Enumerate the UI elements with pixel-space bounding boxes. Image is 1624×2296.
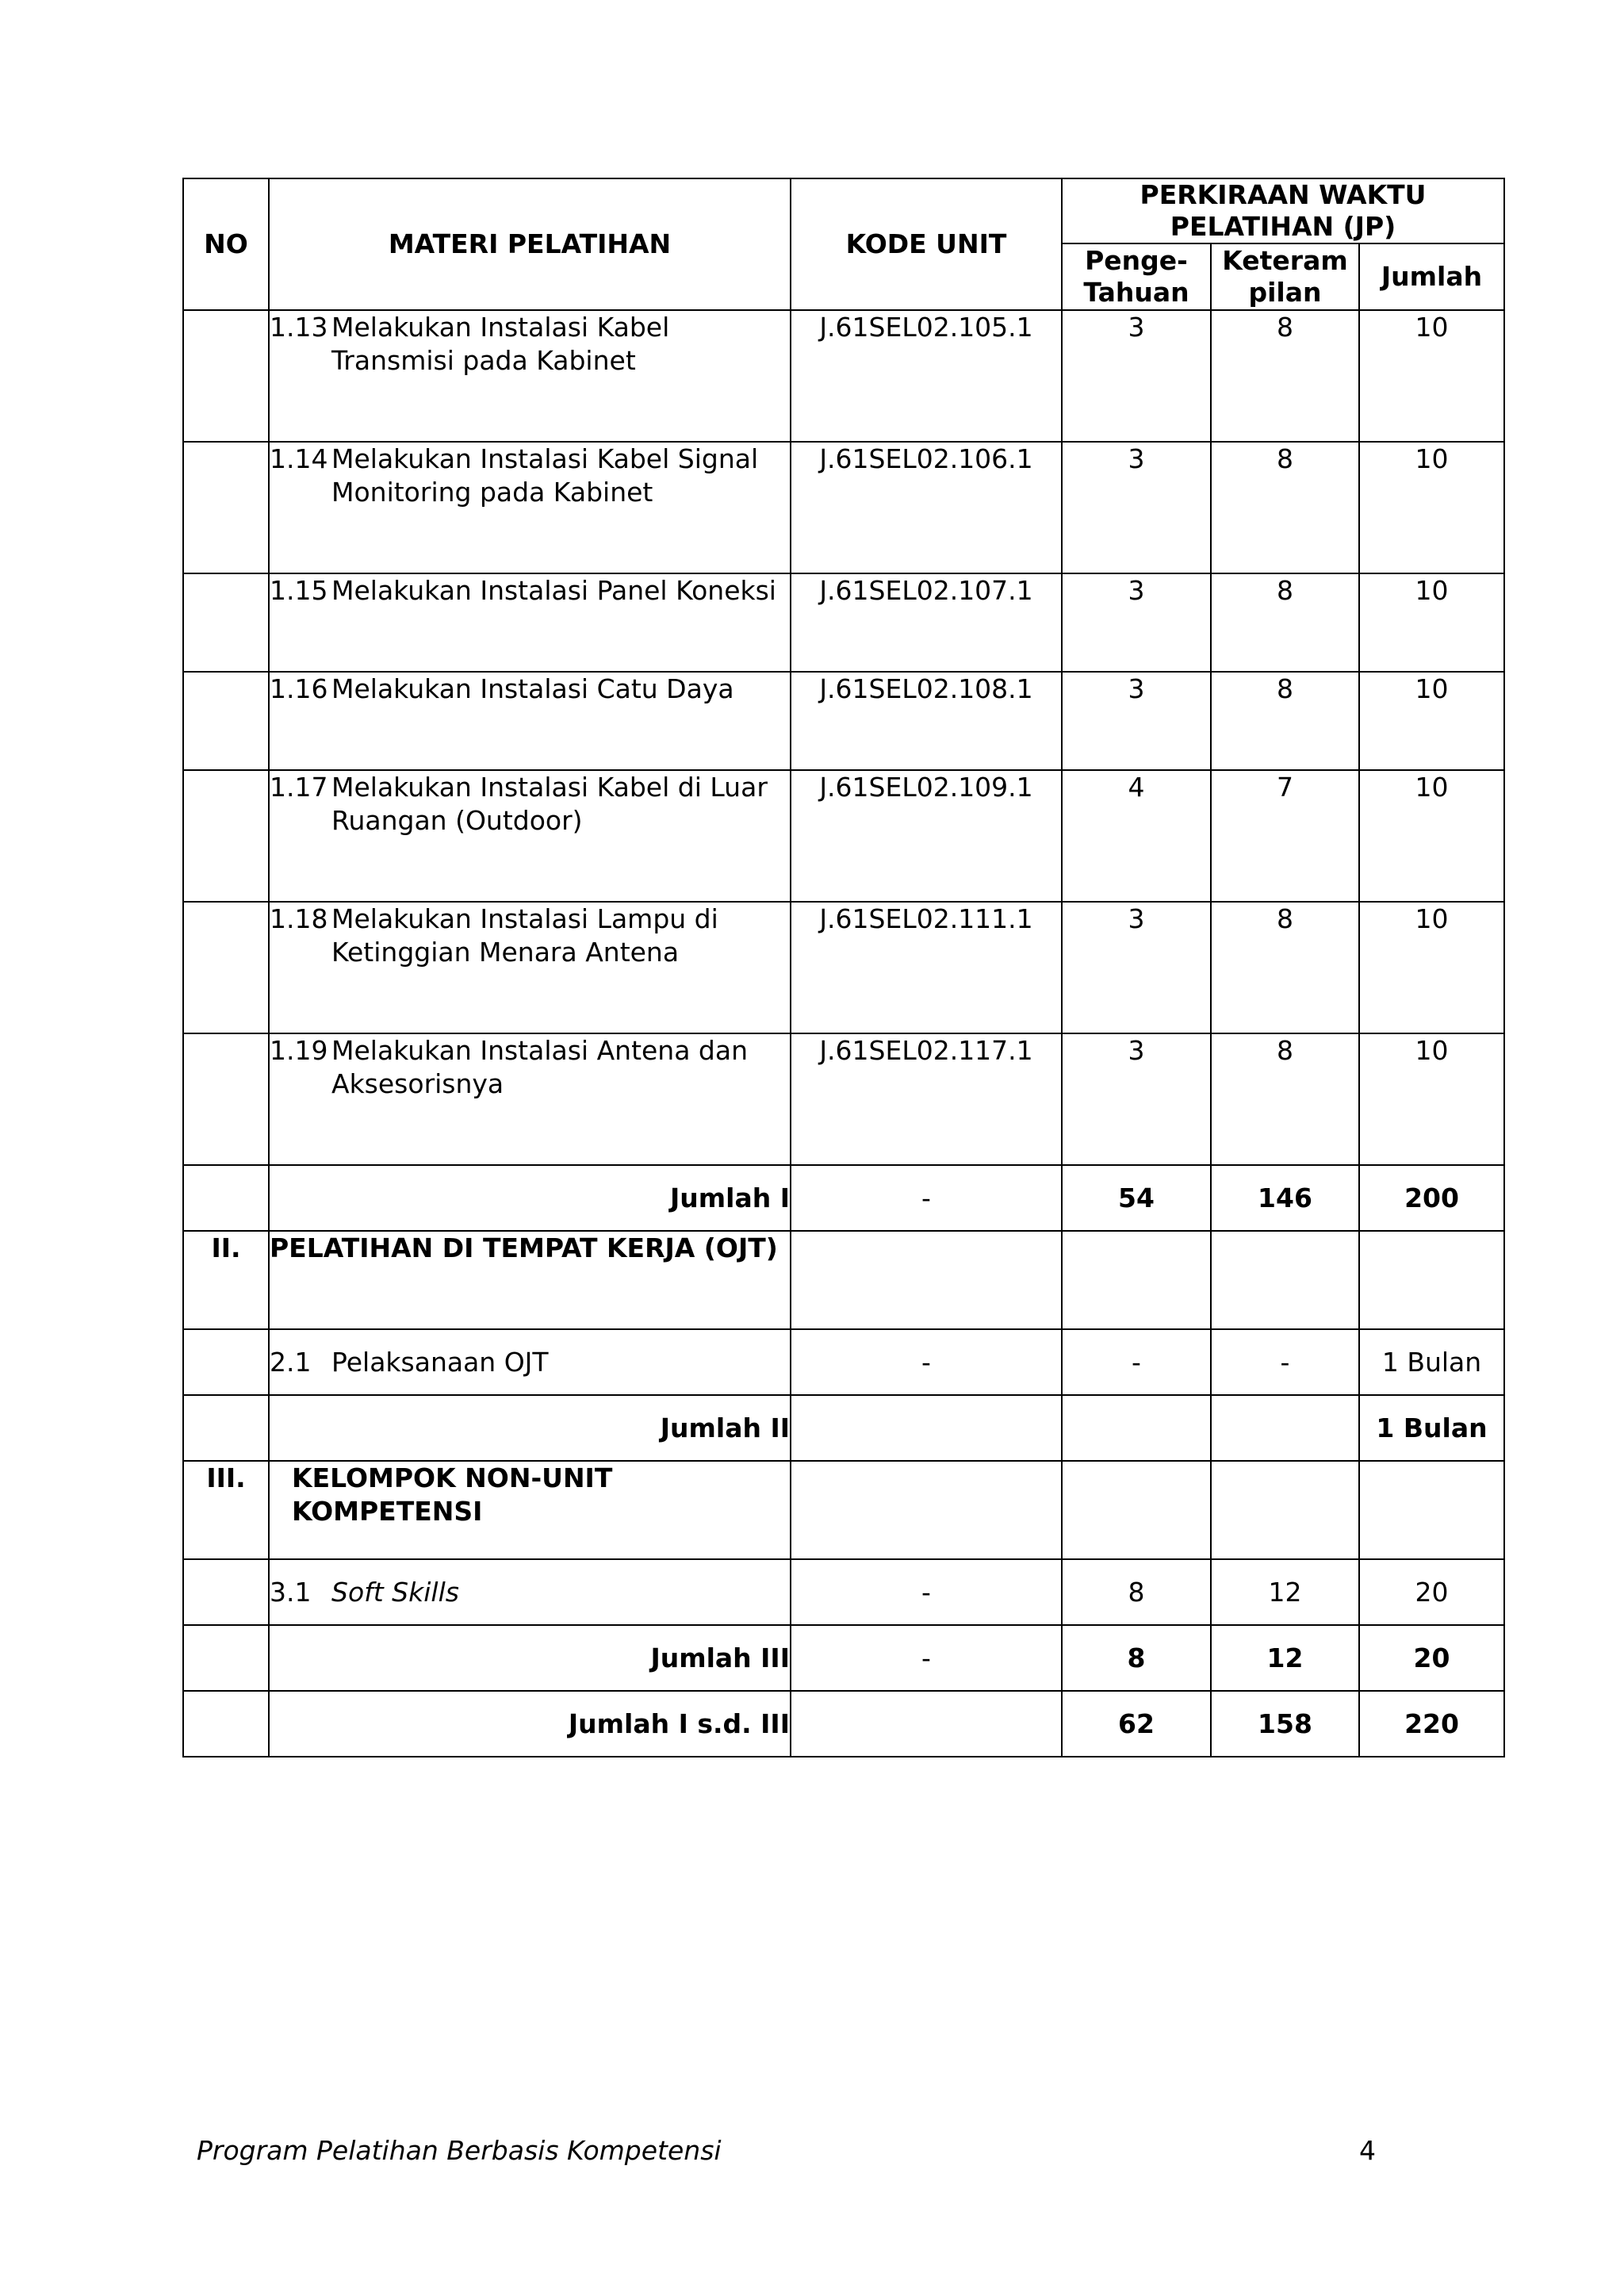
materi-cell (269, 1329, 791, 1395)
row-no (183, 770, 269, 902)
materi-cell (269, 672, 791, 770)
subtotal-jumlah: 200 (1359, 1165, 1504, 1231)
jumlah-cell: 10 (1359, 770, 1504, 902)
row-no (183, 1033, 269, 1165)
section-title: PELATIHAN DI TEMPAT KERJA (OJT) (269, 1231, 791, 1329)
kode-cell: J.61SEL02.106.1 (791, 442, 1062, 573)
row-no (183, 672, 269, 770)
item-title-cont: Monitoring pada Kabinet (331, 477, 653, 508)
table-row (183, 770, 1504, 902)
item-index: 1.16 (270, 673, 328, 704)
header-jumlah: Jumlah (1359, 243, 1504, 310)
pengetahuan-cell: 3 (1062, 573, 1211, 672)
keterampilan-cell: 8 (1211, 672, 1359, 770)
kode-cell: J.61SEL02.105.1 (791, 310, 1062, 442)
jumlah-cell: 10 (1359, 573, 1504, 672)
total-keterampilan: 158 (1211, 1691, 1359, 1757)
header-pengetahuan: Penge- Tahuan (1062, 243, 1211, 310)
table-row (183, 573, 1504, 672)
item-index: 1.19 (270, 1035, 328, 1066)
item-title: Melakukan Instalasi Kabel (331, 312, 670, 343)
section-row-3 (183, 1461, 1504, 1559)
table-row (183, 1329, 1504, 1395)
item-index: 1.15 (270, 575, 328, 606)
kode-cell: - (791, 1559, 1062, 1625)
row-no (183, 1165, 269, 1231)
row-no (183, 902, 269, 1033)
subtotal-row-3 (183, 1625, 1504, 1691)
header-kode: KODE UNIT (791, 178, 1062, 310)
item-index: 1.17 (270, 772, 328, 803)
keterampilan-cell: 12 (1211, 1559, 1359, 1625)
pengetahuan-cell: 4 (1062, 770, 1211, 902)
subtotal-label: Jumlah II (269, 1395, 791, 1461)
item-index: 3.1 (270, 1576, 312, 1608)
subtotal-jumlah: 1 Bulan (1359, 1395, 1504, 1461)
subtotal-label: Jumlah III (269, 1625, 791, 1691)
row-no (183, 310, 269, 442)
item-title: Melakukan Instalasi Kabel di Luar (331, 772, 768, 803)
item-title-cont: Ruangan (Outdoor) (331, 805, 583, 836)
jumlah-cell: 20 (1359, 1559, 1504, 1625)
keterampilan-cell: 7 (1211, 770, 1359, 902)
materi-cell (269, 902, 791, 1033)
row-no (183, 1559, 269, 1625)
item-title: Melakukan Instalasi Lampu di (331, 903, 718, 934)
materi-cell (269, 770, 791, 902)
kode-cell: J.61SEL02.107.1 (791, 573, 1062, 672)
item-title-cont: Transmisi pada Kabinet (331, 345, 636, 376)
item-title: Melakukan Instalasi Panel Koneksi (331, 575, 776, 606)
section-row-2 (183, 1231, 1504, 1329)
section-no: II. (183, 1231, 269, 1329)
table-row (183, 310, 1504, 442)
header-materi: MATERI PELATIHAN (269, 178, 791, 310)
subtotal-row-2 (183, 1395, 1504, 1461)
row-no (183, 442, 269, 573)
item-title: Pelaksanaan OJT (331, 1346, 549, 1378)
kode-cell: J.61SEL02.108.1 (791, 672, 1062, 770)
jumlah-cell: 10 (1359, 672, 1504, 770)
item-title: Melakukan Instalasi Catu Daya (331, 673, 734, 704)
pengetahuan-cell: 3 (1062, 902, 1211, 1033)
keterampilan-cell: - (1211, 1329, 1359, 1395)
kode-cell: J.61SEL02.109.1 (791, 770, 1062, 902)
materi-cell (269, 310, 791, 442)
footer-title: Program Pelatihan Berbasis Kompetensi (197, 2135, 722, 2166)
materi-cell (269, 573, 791, 672)
keterampilan-cell: 8 (1211, 442, 1359, 573)
table-row (183, 902, 1504, 1033)
row-no (183, 1395, 269, 1461)
item-index: 1.18 (270, 903, 328, 934)
header-no: NO (183, 178, 269, 310)
total-row (183, 1691, 1504, 1757)
subtotal-keterampilan: 12 (1211, 1625, 1359, 1691)
kode-cell: J.61SEL02.111.1 (791, 902, 1062, 1033)
keterampilan-cell: 8 (1211, 310, 1359, 442)
jumlah-cell: 10 (1359, 1033, 1504, 1165)
table-row (183, 1033, 1504, 1165)
subtotal-kode: - (791, 1625, 1062, 1691)
subtotal-row-1 (183, 1165, 1504, 1231)
pengetahuan-cell: 3 (1062, 672, 1211, 770)
subtotal-pengetahuan: 54 (1062, 1165, 1211, 1231)
table-row (183, 672, 1504, 770)
item-index: 1.13 (270, 312, 328, 343)
materi-cell (269, 1033, 791, 1165)
row-no (183, 573, 269, 672)
item-title: Melakukan Instalasi Kabel Signal (331, 443, 759, 474)
row-no (183, 1329, 269, 1395)
row-no (183, 1691, 269, 1757)
header-perkiraan: PERKIRAAN WAKTU PELATIHAN (JP) (1062, 178, 1504, 243)
row-no (183, 1625, 269, 1691)
subtotal-keterampilan: 146 (1211, 1165, 1359, 1231)
item-title: Soft Skills (331, 1576, 459, 1608)
jumlah-cell: 10 (1359, 442, 1504, 573)
kode-cell: J.61SEL02.117.1 (791, 1033, 1062, 1165)
table-row (183, 1559, 1504, 1625)
table-row (183, 442, 1504, 573)
pengetahuan-cell: - (1062, 1329, 1211, 1395)
subtotal-pengetahuan: 8 (1062, 1625, 1211, 1691)
keterampilan-cell: 8 (1211, 902, 1359, 1033)
training-table (182, 178, 1505, 1757)
total-jumlah: 220 (1359, 1691, 1504, 1757)
kode-cell: - (791, 1329, 1062, 1395)
keterampilan-cell: 8 (1211, 573, 1359, 672)
jumlah-cell: 10 (1359, 902, 1504, 1033)
pengetahuan-cell: 3 (1062, 1033, 1211, 1165)
item-index: 2.1 (270, 1346, 312, 1378)
section-title: KELOMPOK NON-UNIT KOMPETENSI (269, 1461, 791, 1559)
keterampilan-cell: 8 (1211, 1033, 1359, 1165)
pengetahuan-cell: 3 (1062, 310, 1211, 442)
materi-cell (269, 442, 791, 573)
item-title: Melakukan Instalasi Antena dan (331, 1035, 749, 1066)
page-number: 4 (1359, 2135, 1376, 2166)
materi-cell (269, 1559, 791, 1625)
subtotal-kode: - (791, 1165, 1062, 1231)
jumlah-cell: 10 (1359, 310, 1504, 442)
total-label: Jumlah I s.d. III (269, 1691, 791, 1757)
total-pengetahuan: 62 (1062, 1691, 1211, 1757)
subtotal-label: Jumlah I (269, 1165, 791, 1231)
subtotal-jumlah: 20 (1359, 1625, 1504, 1691)
item-title-cont: Ketinggian Menara Antena (331, 937, 680, 968)
pengetahuan-cell: 3 (1062, 442, 1211, 573)
pengetahuan-cell: 8 (1062, 1559, 1211, 1625)
section-no: III. (183, 1461, 269, 1559)
jumlah-cell: 1 Bulan (1359, 1329, 1504, 1395)
item-title-cont: Aksesorisnya (331, 1068, 504, 1099)
header-keterampilan: Keteram pilan (1211, 243, 1359, 310)
item-index: 1.14 (270, 443, 328, 474)
